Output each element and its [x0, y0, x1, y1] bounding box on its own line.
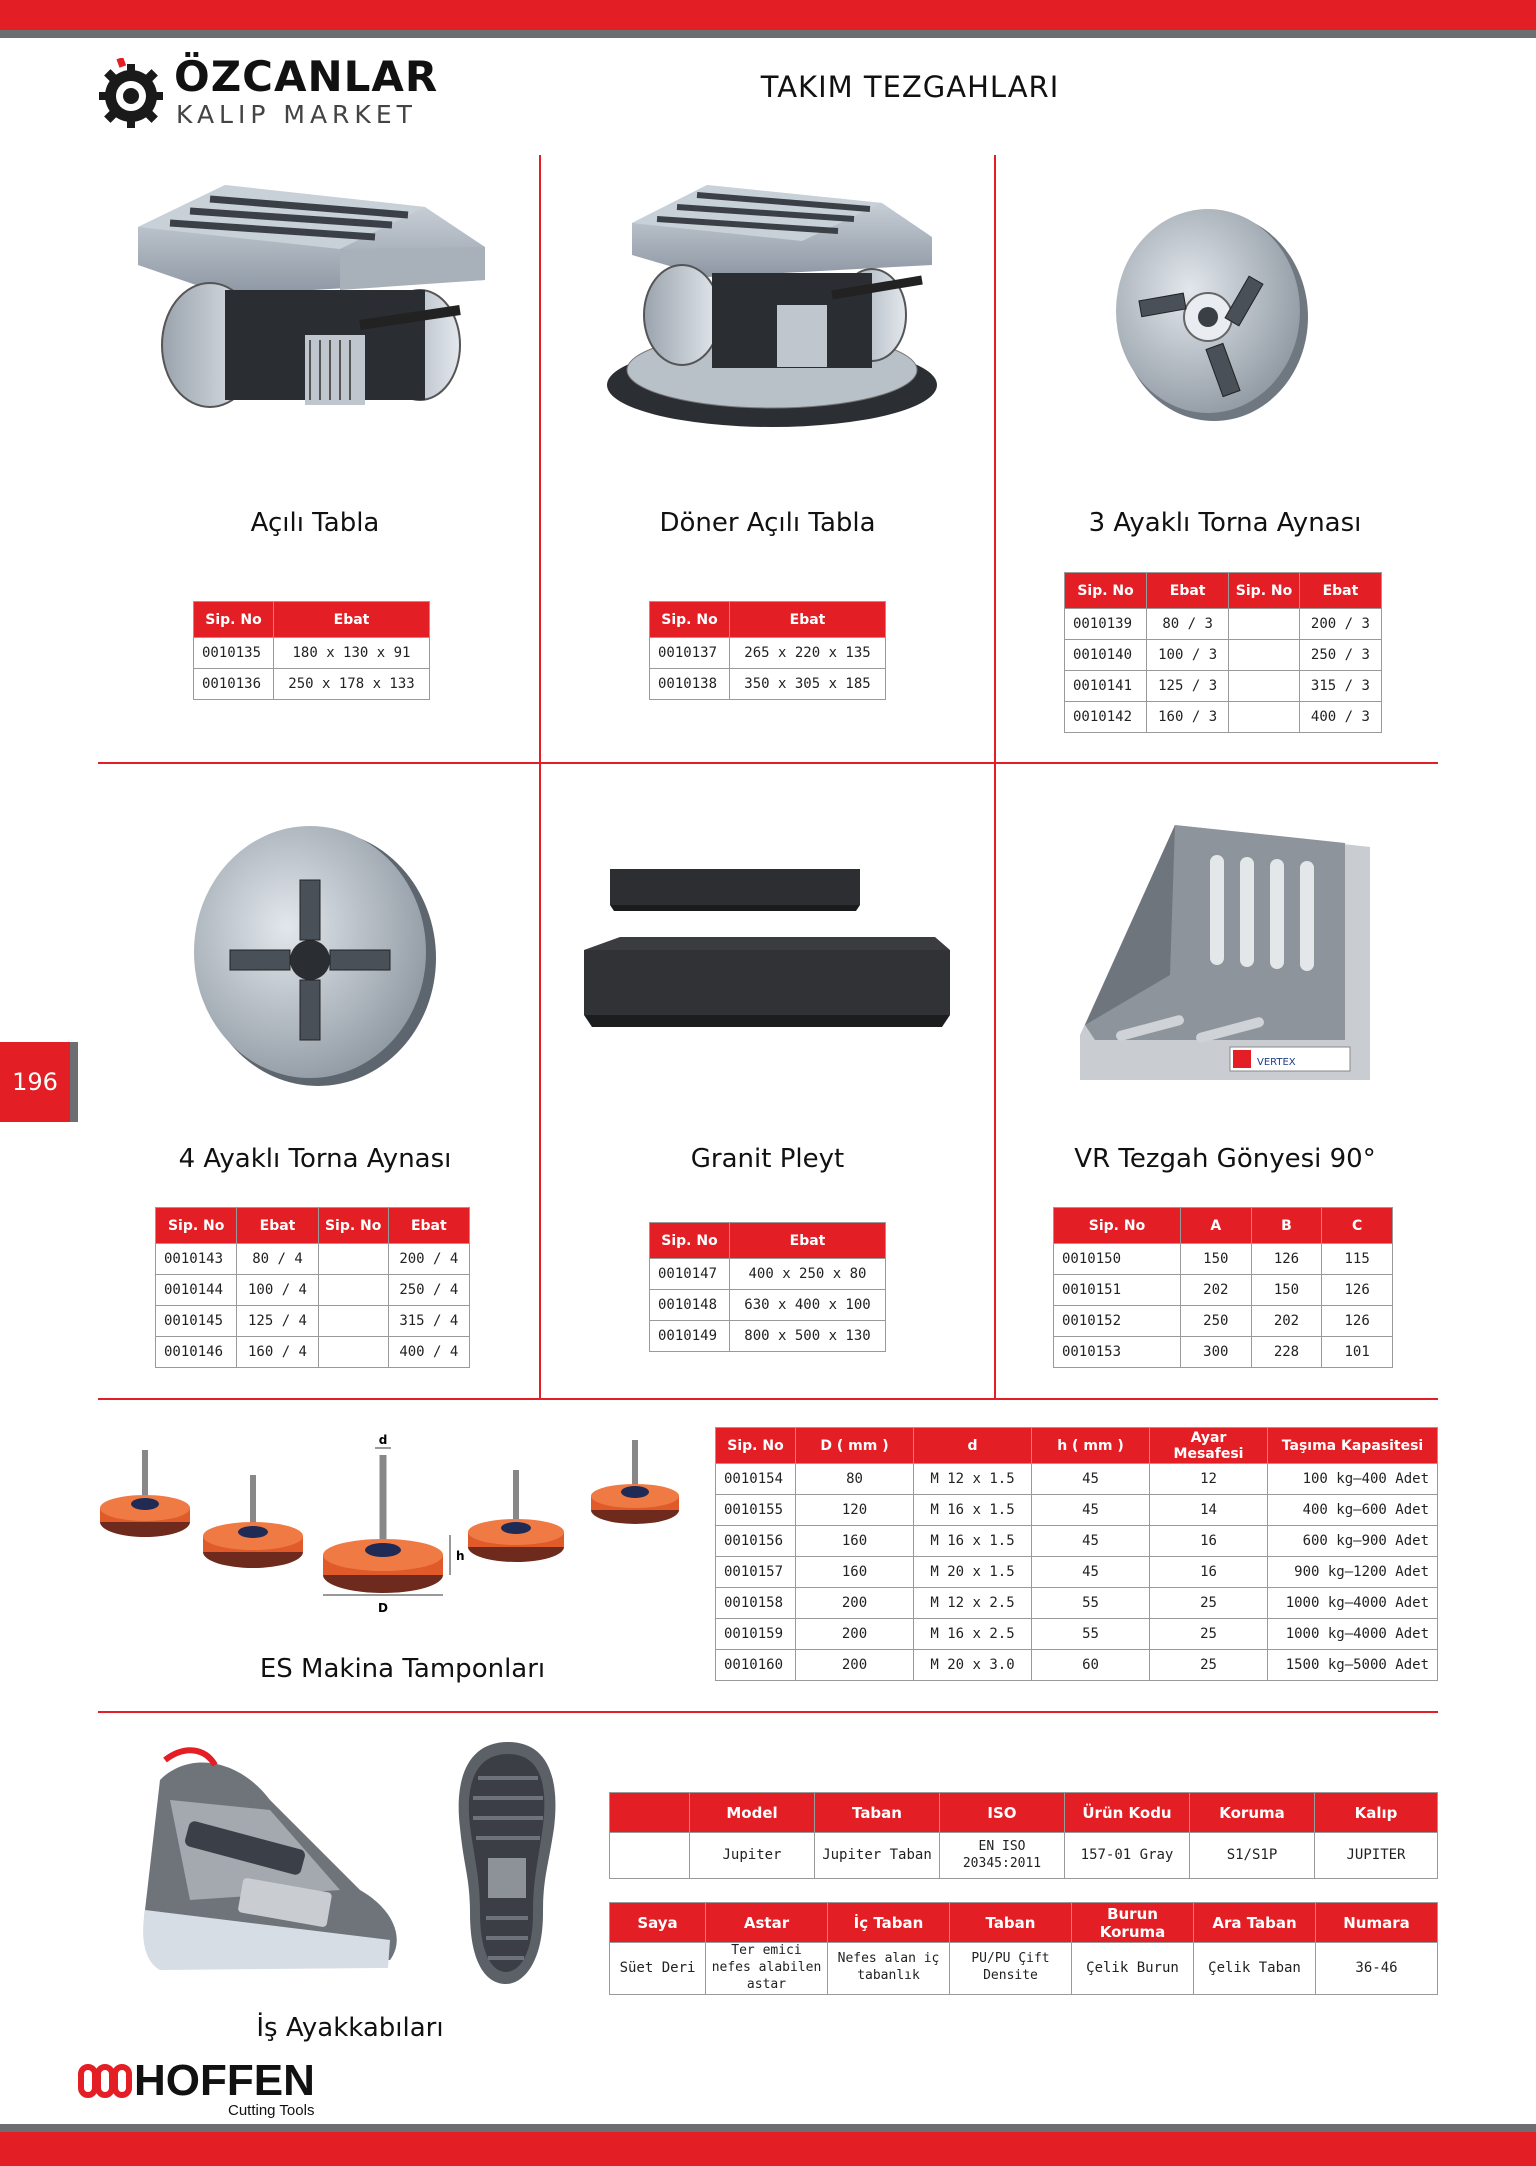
table-row	[1054, 1275, 1393, 1306]
column-header: Ebat	[1147, 573, 1229, 609]
table-cell: 900 kg—1200 Adet	[1268, 1557, 1438, 1588]
spec-table	[193, 601, 430, 700]
brand-name: ÖZCANLAR	[174, 52, 439, 101]
table-row	[650, 1321, 886, 1352]
table-row	[1065, 640, 1382, 671]
mount	[323, 1433, 465, 1615]
mount	[591, 1440, 679, 1524]
table-row	[716, 1557, 1438, 1588]
table-cell: 250 / 4	[388, 1275, 469, 1306]
column-header: Taşıma Kapasitesi	[1268, 1428, 1438, 1464]
table-cell: 265 x 220 x 135	[730, 638, 886, 669]
table-cell: 202	[1251, 1306, 1322, 1337]
four-jaw-chuck-image	[180, 820, 440, 1090]
table-row	[1065, 609, 1382, 640]
table-cell: 0010142	[1065, 702, 1147, 733]
table-cell: 12	[1150, 1464, 1268, 1495]
product-title: ES Makina Tamponları	[259, 1654, 546, 1684]
table-cell: Çelik Taban	[1194, 1943, 1316, 1995]
table-cell: 0010144	[156, 1275, 237, 1306]
table-cell: 1000 kg—4000 Adet	[1268, 1619, 1438, 1650]
table-cell: 0010156	[716, 1526, 796, 1557]
table-cell: 200	[796, 1588, 914, 1619]
dim-D-label: D	[378, 1601, 388, 1615]
table-cell: 25	[1150, 1619, 1268, 1650]
table-cell: 0010137	[650, 638, 730, 669]
shoe-spec-table-1	[609, 1792, 1438, 1879]
table-cell: 0010145	[156, 1306, 237, 1337]
table-cell: 0010147	[650, 1259, 730, 1290]
table-cell: Jupiter	[690, 1833, 815, 1879]
table-cell: 80 / 3	[1147, 609, 1229, 640]
table-row	[716, 1526, 1438, 1557]
column-header: Ebat	[1299, 573, 1381, 609]
spec-table	[715, 1427, 1438, 1681]
divider	[98, 1398, 1438, 1400]
table-cell: 200 / 4	[388, 1244, 469, 1275]
table-cell: 0010158	[716, 1588, 796, 1619]
table-header-row	[716, 1428, 1438, 1464]
table-header-row	[610, 1903, 1438, 1943]
table-cell: 157-01 Gray	[1065, 1833, 1190, 1879]
table-row	[650, 1290, 886, 1321]
table-cell: 160	[796, 1526, 914, 1557]
table-cell: 150	[1181, 1244, 1252, 1275]
table-cell: Çelik Burun	[1072, 1943, 1194, 1995]
table-cell: Ter emici nefes alabilen astar	[706, 1943, 828, 1995]
table-row	[1054, 1306, 1393, 1337]
table-cell: 0010152	[1054, 1306, 1181, 1337]
table-cell: 0010154	[716, 1464, 796, 1495]
table-cell: 25	[1150, 1650, 1268, 1681]
column-header: h ( mm )	[1032, 1428, 1150, 1464]
column-header: Astar	[706, 1903, 828, 1943]
ozcanlar-logo[interactable]	[96, 52, 439, 132]
product-title: Granit Pleyt	[690, 1144, 845, 1174]
column-header: Sip. No	[1054, 1208, 1181, 1244]
table-cell	[1229, 609, 1300, 640]
product-title: 4 Ayaklı Torna Aynası	[178, 1144, 452, 1174]
vertex-label: VERTEX	[1257, 1057, 1296, 1068]
column-header: Ara Taban	[1194, 1903, 1316, 1943]
table-cell: M 20 x 3.0	[914, 1650, 1032, 1681]
table-row	[610, 1943, 1438, 1995]
column-header: Ayar Mesafesi	[1150, 1428, 1268, 1464]
table-cell: 1000 kg—4000 Adet	[1268, 1588, 1438, 1619]
table-cell: 400 / 3	[1299, 702, 1381, 733]
table-cell: 100 / 3	[1147, 640, 1229, 671]
table-cell: 228	[1251, 1337, 1322, 1368]
table-cell: 400 x 250 x 80	[730, 1259, 886, 1290]
table-cell: S1/S1P	[1190, 1833, 1315, 1879]
column-header: Sip. No	[156, 1208, 237, 1244]
top-red-bar	[0, 0, 1536, 30]
table-cell: 0010143	[156, 1244, 237, 1275]
table-cell: 400 kg—600 Adet	[1268, 1495, 1438, 1526]
product-title: İş Ayakkabıları	[256, 2013, 444, 2043]
table-cell: 400 / 4	[388, 1337, 469, 1368]
table-cell: 0010138	[650, 669, 730, 700]
table-cell: 1500 kg—5000 Adet	[1268, 1650, 1438, 1681]
table-cell: 200	[796, 1650, 914, 1681]
three-jaw-chuck-image	[1110, 205, 1310, 425]
table-cell: 630 x 400 x 100	[730, 1290, 886, 1321]
table-cell: 315 / 4	[388, 1306, 469, 1337]
table-cell: 160 / 3	[1147, 702, 1229, 733]
product-title: Döner Açılı Tabla	[659, 508, 876, 538]
granite-plate-image	[580, 865, 955, 1045]
table-cell: 120	[796, 1495, 914, 1526]
table-cell: Jupiter Taban	[815, 1833, 940, 1879]
table-cell: 16	[1150, 1557, 1268, 1588]
table-cell: 0010146	[156, 1337, 237, 1368]
table-cell: M 12 x 1.5	[914, 1464, 1032, 1495]
table-cell: 45	[1032, 1526, 1150, 1557]
table-row	[156, 1306, 470, 1337]
product-title: VR Tezgah Gönyesi 90°	[1074, 1144, 1376, 1174]
table-cell	[318, 1337, 388, 1368]
table-cell: 200	[796, 1619, 914, 1650]
table-cell: JUPITER	[1315, 1833, 1438, 1879]
column-header: ISO	[940, 1793, 1065, 1833]
table-cell: Süet Deri	[610, 1943, 706, 1995]
safety-shoe-image	[130, 1740, 410, 1990]
table-cell: 0010149	[650, 1321, 730, 1352]
table-cell	[318, 1244, 388, 1275]
table-row	[716, 1588, 1438, 1619]
table-cell	[1229, 640, 1300, 671]
table-cell: 125 / 4	[237, 1306, 318, 1337]
table-cell: 55	[1032, 1619, 1150, 1650]
table-cell: 0010150	[1054, 1244, 1181, 1275]
table-cell: 160 / 4	[237, 1337, 318, 1368]
table-cell: 45	[1032, 1495, 1150, 1526]
table-cell: Nefes alan iç tabanlık	[828, 1943, 950, 1995]
table-cell: 150	[1251, 1275, 1322, 1306]
divider	[539, 155, 541, 1400]
table-row	[610, 1833, 1438, 1879]
table-cell: 600 kg—900 Adet	[1268, 1526, 1438, 1557]
table-cell: 36-46	[1316, 1943, 1438, 1995]
brand-subtitle: KALIP MARKET	[176, 100, 417, 129]
table-cell: 300	[1181, 1337, 1252, 1368]
table-row	[650, 669, 886, 700]
spec-table	[649, 601, 886, 700]
hoffen-logo[interactable]	[78, 2056, 338, 2120]
table-cell: 0010135	[194, 638, 274, 669]
table-cell: 100 kg—400 Adet	[1268, 1464, 1438, 1495]
mount	[100, 1450, 190, 1537]
table-row	[194, 669, 430, 700]
swivel-angle-table-image	[602, 185, 942, 445]
table-row	[1065, 702, 1382, 733]
table-row	[716, 1464, 1438, 1495]
column-header: Sip. No	[1065, 573, 1147, 609]
column-header: Sip. No	[318, 1208, 388, 1244]
shoe-sole-image	[448, 1738, 568, 1988]
dim-h-label: h	[456, 1549, 465, 1563]
table-cell: 0010151	[1054, 1275, 1181, 1306]
table-cell	[318, 1306, 388, 1337]
table-header-row	[650, 602, 886, 638]
column-header: Sip. No	[1229, 573, 1300, 609]
table-cell	[1229, 702, 1300, 733]
machine-mount-image	[98, 1430, 683, 1615]
hoffen-brand: HOFFEN	[134, 2056, 315, 2105]
table-row	[650, 1259, 886, 1290]
divider	[994, 155, 996, 1400]
table-cell: 250	[1181, 1306, 1252, 1337]
table-cell: 202	[1181, 1275, 1252, 1306]
column-header: İç Taban	[828, 1903, 950, 1943]
table-row	[194, 638, 430, 669]
spec-table	[1064, 572, 1382, 733]
divider	[98, 1711, 1438, 1713]
divider	[98, 762, 1438, 764]
shoe-spec-table-2	[609, 1902, 1438, 1995]
column-header: Numara	[1316, 1903, 1438, 1943]
table-cell: 250 x 178 x 133	[274, 669, 430, 700]
bottom-red-bar	[0, 2132, 1536, 2166]
table-cell: EN ISO 20345:2011	[940, 1833, 1065, 1879]
table-header-row	[194, 602, 430, 638]
table-row	[1054, 1244, 1393, 1275]
table-cell: PU/PU Çift Densite	[950, 1943, 1072, 1995]
column-header: C	[1322, 1208, 1393, 1244]
table-cell: M 20 x 1.5	[914, 1557, 1032, 1588]
table-cell: 126	[1322, 1275, 1393, 1306]
table-cell: 14	[1150, 1495, 1268, 1526]
table-row	[716, 1495, 1438, 1526]
table-row	[1054, 1337, 1393, 1368]
column-header: Ebat	[730, 602, 886, 638]
table-cell: 0010140	[1065, 640, 1147, 671]
table-cell: 0010160	[716, 1650, 796, 1681]
page-number-edge	[70, 1042, 78, 1122]
column-header: Ebat	[730, 1223, 886, 1259]
table-cell: 125 / 3	[1147, 671, 1229, 702]
table-header-row	[610, 1793, 1438, 1833]
table-cell: M 16 x 1.5	[914, 1495, 1032, 1526]
spec-table	[649, 1222, 886, 1352]
table-cell: 60	[1032, 1650, 1150, 1681]
hoffen-mark-icon	[78, 2064, 132, 2098]
table-header-row	[650, 1223, 886, 1259]
spec-table	[1053, 1207, 1393, 1368]
table-cell: 0010159	[716, 1619, 796, 1650]
bottom-gray-bar	[0, 2124, 1536, 2132]
column-header: Kalıp	[1315, 1793, 1438, 1833]
column-header: Ebat	[388, 1208, 469, 1244]
table-cell: 25	[1150, 1588, 1268, 1619]
dim-d-label: d	[378, 1433, 388, 1447]
table-cell: M 16 x 2.5	[914, 1619, 1032, 1650]
table-row	[156, 1275, 470, 1306]
spec-table	[155, 1207, 470, 1368]
table-header-row	[1065, 573, 1382, 609]
table-cell: 0010141	[1065, 671, 1147, 702]
column-header: Koruma	[1190, 1793, 1315, 1833]
table-cell: 0010136	[194, 669, 274, 700]
table-cell: 45	[1032, 1557, 1150, 1588]
column-header: d	[914, 1428, 1032, 1464]
product-title: 3 Ayaklı Torna Aynası	[1088, 508, 1362, 538]
column-header: Sip. No	[650, 1223, 730, 1259]
table-cell: 100 / 4	[237, 1275, 318, 1306]
table-cell: 115	[1322, 1244, 1393, 1275]
table-row	[1065, 671, 1382, 702]
table-row	[156, 1337, 470, 1368]
column-header: Model	[690, 1793, 815, 1833]
table-cell	[610, 1833, 690, 1879]
table-header-row	[156, 1208, 470, 1244]
column-header: Sip. No	[650, 602, 730, 638]
table-cell: 0010139	[1065, 609, 1147, 640]
table-cell: 250 / 3	[1299, 640, 1381, 671]
table-cell: 80	[796, 1464, 914, 1495]
column-header: Ebat	[274, 602, 430, 638]
table-cell: 350 x 305 x 185	[730, 669, 886, 700]
column-header: Taban	[950, 1903, 1072, 1943]
mount	[203, 1475, 303, 1568]
angle-plate-image	[1075, 825, 1370, 1085]
column-header: D ( mm )	[796, 1428, 914, 1464]
column-header: Ürün Kodu	[1065, 1793, 1190, 1833]
table-cell	[318, 1275, 388, 1306]
table-cell: 126	[1251, 1244, 1322, 1275]
mount	[468, 1470, 564, 1562]
column-header: Burun Koruma	[1072, 1903, 1194, 1943]
column-header: Saya	[610, 1903, 706, 1943]
top-gray-bar	[0, 30, 1536, 38]
table-cell: 16	[1150, 1526, 1268, 1557]
angle-table-image	[130, 185, 485, 425]
table-cell: 160	[796, 1557, 914, 1588]
column-header: Ebat	[237, 1208, 318, 1244]
table-row	[650, 638, 886, 669]
table-cell: M 12 x 2.5	[914, 1588, 1032, 1619]
table-row	[716, 1619, 1438, 1650]
table-header-row	[1054, 1208, 1393, 1244]
table-cell: 0010153	[1054, 1337, 1181, 1368]
table-cell: 0010148	[650, 1290, 730, 1321]
column-header: Taban	[815, 1793, 940, 1833]
page-number: 196	[0, 1042, 70, 1122]
table-cell: 80 / 4	[237, 1244, 318, 1275]
table-row	[716, 1650, 1438, 1681]
table-cell: 315 / 3	[1299, 671, 1381, 702]
table-cell: 0010155	[716, 1495, 796, 1526]
column-header	[610, 1793, 690, 1833]
table-row	[156, 1244, 470, 1275]
table-cell: 200 / 3	[1299, 609, 1381, 640]
table-cell: 45	[1032, 1464, 1150, 1495]
column-header: Sip. No	[716, 1428, 796, 1464]
table-cell: 0010157	[716, 1557, 796, 1588]
table-cell: 126	[1322, 1306, 1393, 1337]
table-cell: M 16 x 1.5	[914, 1526, 1032, 1557]
column-header: B	[1251, 1208, 1322, 1244]
table-cell: 180 x 130 x 91	[274, 638, 430, 669]
gear-logo-icon	[96, 58, 166, 128]
column-header: Sip. No	[194, 602, 274, 638]
table-cell	[1229, 671, 1300, 702]
hoffen-tagline: Cutting Tools	[228, 2102, 315, 2119]
page-title: TAKIM TEZGAHLARI	[760, 70, 1060, 104]
table-cell: 55	[1032, 1588, 1150, 1619]
table-cell: 101	[1322, 1337, 1393, 1368]
table-cell: 800 x 500 x 130	[730, 1321, 886, 1352]
product-title: Açılı Tabla	[250, 508, 380, 538]
column-header: A	[1181, 1208, 1252, 1244]
